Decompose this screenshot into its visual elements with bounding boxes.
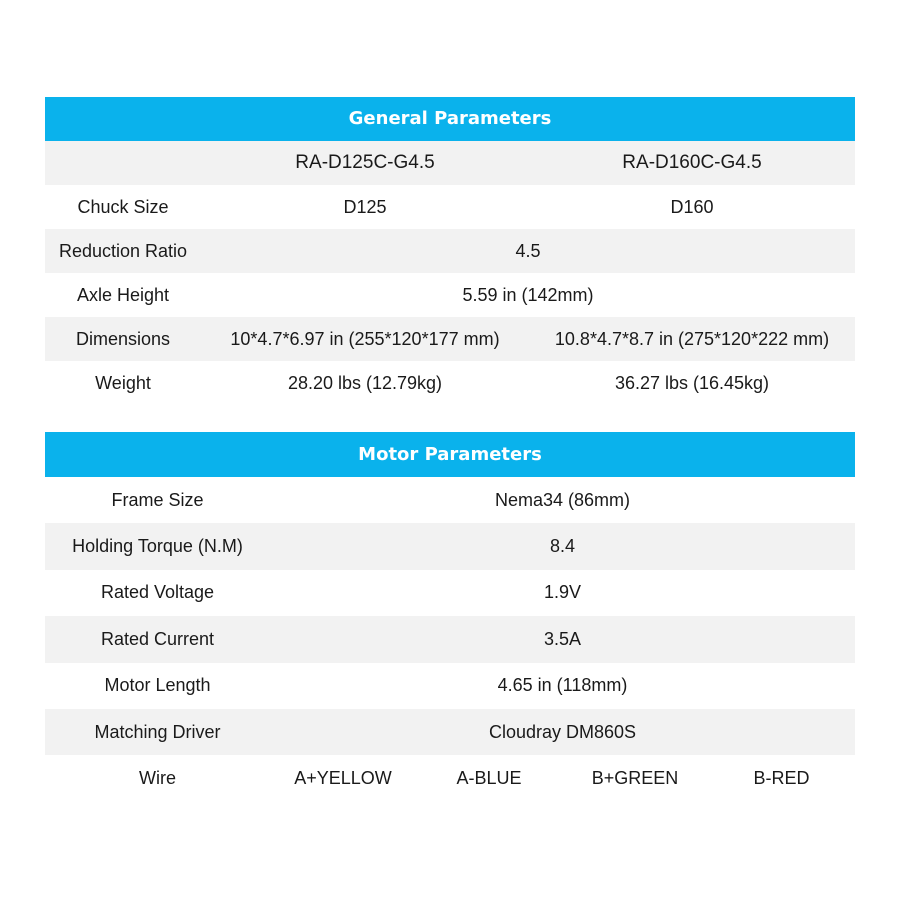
row-value: 10.8*4.7*8.7 in (275*120*222 mm) xyxy=(554,328,830,349)
model-header-row xyxy=(45,141,855,185)
motor-parameters-table xyxy=(45,432,855,802)
table-row-reduction-ratio xyxy=(45,229,855,273)
table-row-dimensions xyxy=(45,317,855,361)
model-name-2: RA-D160C-G4.5 xyxy=(622,152,762,173)
row-value: 5.59 in (142mm) xyxy=(462,284,594,305)
row-value: D125 xyxy=(343,196,387,217)
model-name-1: RA-D125C-G4.5 xyxy=(295,152,435,173)
table-row-axle-height xyxy=(45,273,855,317)
general-parameters-table xyxy=(45,97,855,405)
row-value: 36.27 lbs (16.45kg) xyxy=(614,372,770,393)
row-value: Nema34 (86mm) xyxy=(494,489,631,510)
wire-value: A-BLUE xyxy=(456,768,522,789)
row-label: Axle Height xyxy=(76,284,170,305)
table-row-wire xyxy=(45,755,855,801)
table-row-holding-torque xyxy=(45,523,855,569)
table-row-frame-size xyxy=(45,477,855,523)
table-row-motor-length xyxy=(45,663,855,709)
row-label: Dimensions xyxy=(75,328,171,349)
motor-parameters-header: Motor Parameters xyxy=(45,432,855,477)
table-row-matching-driver xyxy=(45,709,855,755)
row-value: 1.9V xyxy=(543,582,582,603)
row-label: Holding Torque (N.M) xyxy=(72,536,243,557)
row-value: 3.5A xyxy=(543,628,582,649)
row-label: Rated Current xyxy=(100,628,215,649)
table-row-chuck-size xyxy=(45,185,855,229)
row-label: Wire xyxy=(139,768,176,789)
row-value: 4.65 in (118mm) xyxy=(497,675,628,696)
row-value: Cloudray DM860S xyxy=(488,721,637,742)
row-label: Motor Length xyxy=(104,675,211,696)
row-value: 8.4 xyxy=(549,536,576,557)
general-parameters-header: General Parameters xyxy=(45,97,855,141)
wire-value: A+YELLOW xyxy=(294,768,392,789)
table-row-rated-voltage xyxy=(45,570,855,616)
row-label: Chuck Size xyxy=(77,196,169,217)
row-value: 10*4.7*6.97 in (255*120*177 mm) xyxy=(230,328,500,349)
wire-value: B+GREEN xyxy=(591,768,679,789)
row-value: D160 xyxy=(670,196,714,217)
table-row-weight xyxy=(45,361,855,405)
wire-value: B-RED xyxy=(753,768,810,789)
row-label: Matching Driver xyxy=(94,721,221,742)
row-label: Rated Voltage xyxy=(100,582,215,603)
row-label: Weight xyxy=(95,372,151,393)
row-label: Reduction Ratio xyxy=(58,240,188,261)
table-row-rated-current xyxy=(45,616,855,662)
row-label: Frame Size xyxy=(111,489,204,510)
row-value: 28.20 lbs (12.79kg) xyxy=(287,372,443,393)
row-value: 4.5 xyxy=(515,240,541,261)
